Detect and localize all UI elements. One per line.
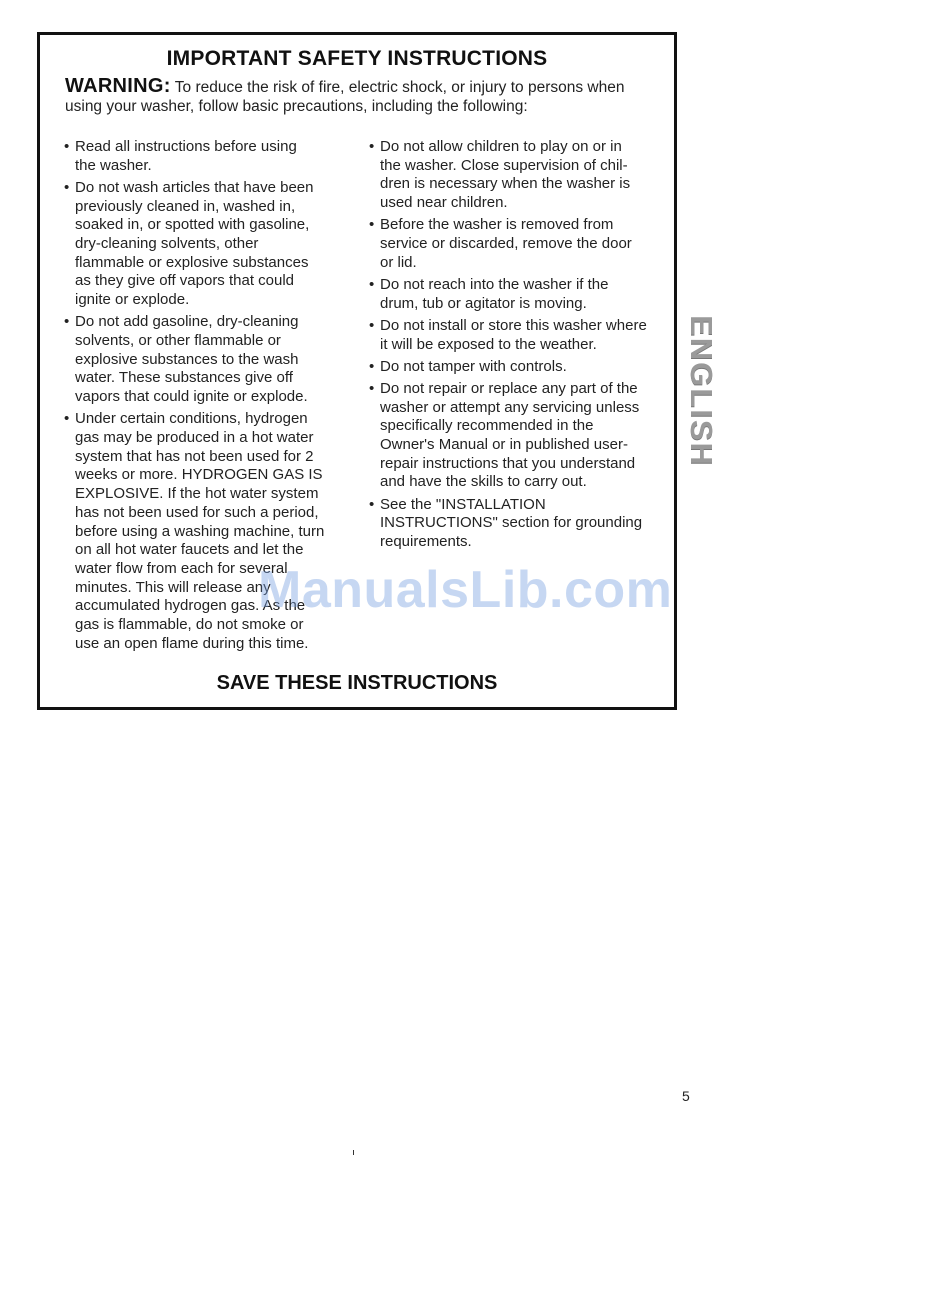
list-item-text: Before the washer is removed from service or discarded, remove the door or lid. bbox=[380, 216, 632, 271]
list-item bbox=[369, 380, 669, 492]
page-number: 5 bbox=[682, 1088, 690, 1104]
warning-text: To reduce the risk of fire, electric shock, or injury to persons when using your washer, follow basic precautions, including the following: bbox=[65, 79, 625, 115]
list-item bbox=[369, 216, 669, 272]
list-item bbox=[369, 358, 669, 377]
warning-paragraph bbox=[65, 77, 665, 116]
bullet: • bbox=[369, 138, 375, 155]
bullet: • bbox=[369, 216, 375, 234]
list-item-text: Do not repair or replace any part of the washer or attempt any servicing unless specifically recommended in the Owner's Manual or in published user- repair instructions that you understand and have the skills to carry out. bbox=[380, 379, 640, 491]
list-item bbox=[64, 410, 354, 653]
list-item-text: Do not install or store this washer where it will be exposed to the weather. bbox=[380, 316, 647, 353]
left-column bbox=[64, 138, 354, 657]
bullet: • bbox=[369, 495, 375, 513]
warning-label: WARNING: bbox=[65, 75, 171, 97]
list-item bbox=[64, 313, 354, 407]
language-tab-label: ENGLISH bbox=[684, 315, 719, 467]
list-item-text: Under certain conditions, hydrogen gas may be produced in a hot water system that has not been used for 2 weeks or more. HYDROGEN GAS IS EXPLOSIVE. If the hot water system has not been used for such a period, before using a washing machine, turn on all hot water faucets and let the water flow from each for several minutes. This will release any accumulated hydrogen gas. As the gas is flammable, do not smoke or use an open flame during this time. bbox=[75, 410, 325, 652]
list-item-text: Read all instructions before using the washer. bbox=[75, 138, 297, 174]
list-item bbox=[64, 179, 354, 310]
list-item-text: Do not tamper with controls. bbox=[380, 357, 567, 375]
bullet: • bbox=[369, 379, 375, 397]
bullet: • bbox=[369, 357, 375, 375]
list-item bbox=[369, 496, 669, 552]
right-column bbox=[369, 138, 669, 555]
safety-instructions-box bbox=[37, 32, 677, 710]
list-item-text: Do not wash articles that have been previously cleaned in, washed in, soaked in, or spotted with gasoline, dry-cleaning solvents, other flammable or explosive substances as they give off vapors that could ignite or explode. bbox=[75, 178, 314, 309]
save-instructions-heading: SAVE THESE INSTRUCTIONS bbox=[216, 672, 498, 694]
bullet: • bbox=[369, 316, 375, 334]
bullet: • bbox=[369, 275, 375, 293]
bullet: • bbox=[64, 178, 70, 196]
list-item-text: Do not reach into the washer if the drum, tub or agitator is moving. bbox=[380, 275, 609, 312]
bullet: • bbox=[64, 138, 70, 155]
list-item bbox=[64, 138, 354, 175]
list-item-text: See the "INSTALLATION INSTRUCTIONS" section for grounding requirements. bbox=[380, 495, 643, 551]
watermark: ManualsLib.com bbox=[258, 561, 673, 619]
bullet: • bbox=[64, 410, 70, 428]
list-item bbox=[369, 276, 669, 313]
page-title: IMPORTANT SAFETY INSTRUCTIONS bbox=[166, 47, 548, 70]
stray-mark bbox=[353, 1150, 354, 1155]
list-item bbox=[369, 317, 669, 354]
list-item-text: Do not add gasoline, dry-cleaning solvents, or other flammable or explosive substances to the wash water. These substances give off vapors that could ignite or explode. bbox=[75, 313, 308, 406]
list-item bbox=[369, 138, 669, 213]
list-item-text: Do not allow children to play on or in the washer. Close supervision of chil- dren is necessary when the washer is used near children. bbox=[380, 138, 631, 212]
language-tab bbox=[684, 308, 718, 474]
bullet: • bbox=[64, 313, 70, 331]
